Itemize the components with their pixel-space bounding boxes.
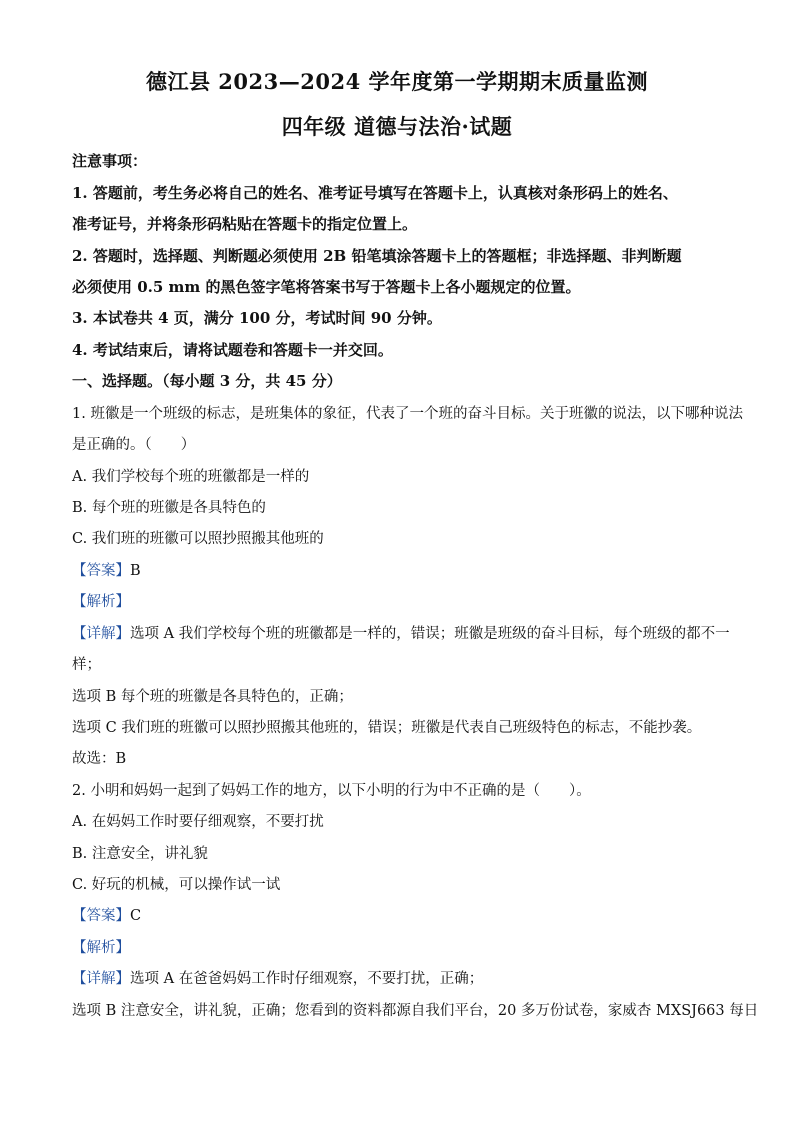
question-2-answer [72,904,727,925]
detail-text: 选项 A 在爸爸妈妈工作时仔细观察，不要打扰，正确； [130,971,484,987]
question-1-option-b: B. 每个班的班徽是各具特色的 [72,500,266,516]
notice-item: 1. 答题前，考生务必将自己的姓名、准考证号填写在答题卡上，认真核对条形码上的姓名、 [72,184,678,202]
question-2-detail [72,967,727,988]
question-1-stem-cont: 是正确的。（ ） [72,437,196,453]
question-2-option-a: A. 在妈妈工作时要仔细观察，不要打扰 [72,814,324,830]
notice-item: 2. 答题时，选择题、判断题必须使用 2B 铅笔填涂答题卡上的答题框；非选择题、非判断题 [72,247,682,265]
question-1-analysis-tag: 【解析】 [72,594,130,610]
question-2-detail-b: 选项 B 注意安全，讲礼貌，正确；您看到的资料都源自我们平台，20 多万份试卷，家威杏 MXSJ663 每日 [72,1003,759,1019]
question-1-detail-cont: 样； [72,657,101,673]
notice-item: 4. 考试结束后，请将试题卷和答题卡一并交回。 [72,341,393,359]
exam-title: 德江县 2023—2024 学年度第一学期期末质量监测 [145,69,648,94]
detail-text: 选项 A 我们学校每个班的班徽都是一样的，错误；班徽是班级的奋斗目标，每个班级的都不一 [130,626,730,642]
notice-item: 准考证号，并将条形码粘贴在答题卡的指定位置上。 [72,215,418,233]
answer-value: B [130,563,141,579]
notice-item: 3. 本试卷共 4 页，满分 100 分，考试时间 90 分钟。 [72,309,442,327]
section-heading: 一、选择题。（每小题 3 分，共 45 分） [72,372,342,390]
question-2-stem: 2. 小明和妈妈一起到了妈妈工作的地方，以下小明的行为中不正确的是（ ）。 [72,783,591,799]
answer-value: C [130,908,142,924]
question-1-detail-c: 选项 C 我们班的班徽可以照抄照搬其他班的，错误；班徽是代表自己班级特色的标志，不能抄袭。 [72,720,702,736]
answer-tag: 【答案】 [72,908,130,924]
question-1-detail-b: 选项 B 每个班的班徽是各具特色的，正确； [72,689,353,705]
question-1-option-c: C. 我们班的班徽可以照抄照搬其他班的 [72,531,324,547]
exam-subtitle: 四年级 道德与法治·试题 [281,114,513,139]
question-2-option-c: C. 好玩的机械，可以操作试一试 [72,877,281,893]
detail-tag: 【详解】 [72,971,130,987]
question-2-option-b: B. 注意安全，讲礼貌 [72,846,208,862]
answer-tag: 【答案】 [72,563,130,579]
question-2-analysis-tag: 【解析】 [72,940,130,956]
notice-item: 必须使用 0.5 mm 的黑色签字笔将答案书写于答题卡上各小题规定的位置。 [72,278,581,296]
question-1-detail [72,622,730,643]
question-1-answer [72,559,727,580]
question-1-stem: 1. 班徽是一个班级的标志，是班集体的象征，代表了一个班的奋斗目标。关于班徽的说法，以下哪种说法 [72,406,743,422]
notice-heading: 注意事项： [72,152,148,170]
question-1-option-a: A. 我们学校每个班的班徽都是一样的 [72,469,310,485]
question-1-conclusion: 故选：B [72,751,127,767]
detail-tag: 【详解】 [72,626,130,642]
